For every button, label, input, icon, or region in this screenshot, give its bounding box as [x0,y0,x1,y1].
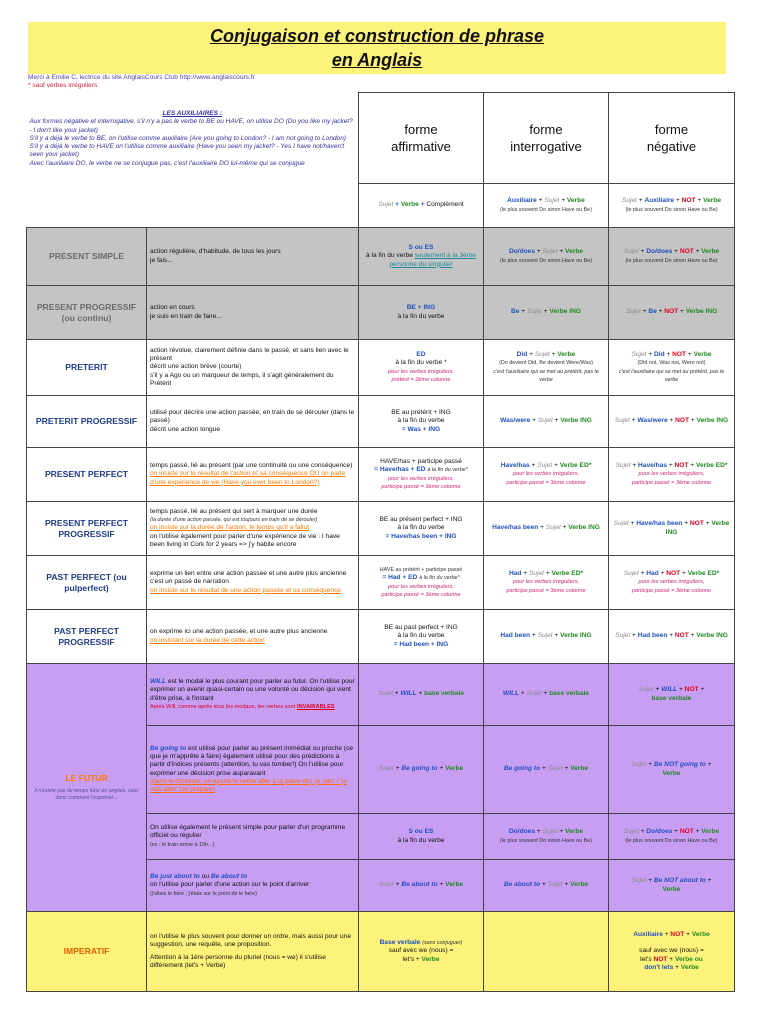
interrogative-cell: Had been + Sujet + Verbe ING [484,610,609,664]
futur-note: il n'existe pas de temps futur en anglais, voici donc comment l'exprimer... [34,788,139,801]
affirmative-cell: HAVE au prétérit + participe passé = Had + ED à la fin du verbe* pour les verbes irréguliers, participe passé = 3ème colonne [359,556,484,610]
interrogative-cell: Be going to + Sujet + Verbe [484,726,609,814]
interrogative-cell: Be + Sujet + Verbe ING [484,286,609,340]
column-header-affirmative: forme affirmative [359,93,484,184]
table-row [27,228,735,286]
negative-cell: Sujet + Had + NOT + Verbe ED* pour les verbes irréguliers, participe passé = 3ème colonne [609,556,735,610]
negative-cell: Auxiliaire + NOT + Verbe sauf avec we (nous) = let's NOT + Verbe ou don't lets + Verbe [609,912,735,992]
credit-note [28,74,328,90]
negative-cell: Sujet + Was/were + NOT + Verbe ING [609,396,735,448]
aux-paragraph: S'il y a déjà le verbe to BE, on l'utilise comme auxiliaire (Are you going to London? - I am not going to London) [29,134,346,142]
interrogative-cell: Was/were + Sujet + Verbe ING [484,396,609,448]
negative-cell: Sujet + Had been + NOT + Verbe ING [609,610,735,664]
tense-description: on exprime ici une action passée, et une autre plus ancienne on insistant sur la durée de cette action [147,610,359,664]
interrogative-cell: WILL + Sujet + base verbale [484,664,609,726]
interrogative-cell: Do/does + Sujet + Verbe (le plus souvent Do sinon Have ou Be) [484,814,609,860]
affirmative-cell: S ou ES à la fin du verbe seulement à la 3ème personne du singulier [359,228,484,286]
affirmative-cell: Base verbale (sans conjuguer) sauf avec we (nous) = let's + Verbe [359,912,484,992]
tense-description: WILL est le modal le plus courant pour parler au futur. On l'utilise pour exprimer un avenir quasi-certain ou une volonté ou décision qui vient d'être prise, à l'instant Après Will, comme après tous les modaux, les verbes sont INVARIABLES [147,664,359,726]
column-header-interrogative: forme interrogative [484,93,609,184]
tense-description: action révolue, clairement définie dans le passé, et sans lien avec le présent décrit une action brève (courte) s'il y a Ago ou un marqueur de temps, il s'agit généralement du Prétérit [147,340,359,396]
interrogative-cell: Have/has been + Sujet + Verbe ING [484,502,609,556]
table-row [27,502,735,556]
page-title-line2: en Anglais [331,50,423,70]
formula-affirmative: Sujet + Verbe + Complément [359,184,484,228]
formula-negative: Sujet + Auxiliaire + NOT + Verbe (le plus souvent Do sinon Have ou Be) [609,184,735,228]
table-row [27,396,735,448]
interrogative-cell: Did + Sujet + Verbe (Do devient Did, Be devient Were/Was) c'est l'auxiliaire qui se met au prétérit, pas le verbe [484,340,609,396]
tense-name: PRESENT PERFECT [27,448,147,502]
interrogative-cell: Had + Sujet + Verbe ED* pour les verbes irréguliers, participe passé = 3ème colonne [484,556,609,610]
irregular-note: * sauf verbes irréguliers [28,82,98,89]
affirmative-cell: BE au past perfect + ING à la fin du verbe = Had been + ING [359,610,484,664]
affirmative-cell: ED à la fin du verbe * pour les verbes irréguliers, prétérit = 2ème colonne [359,340,484,396]
interrogative-cell: Be about to + Sujet + Verbe [484,860,609,912]
aux-paragraph: Aux formes négative et interrogative, s'il n'y a pas le verbe to BE ou HAVE, on utilise DO (Do you like my jacket? - I don't like your jacket) [29,118,353,134]
table-row [27,448,735,502]
tense-name: PAST PERFECT PROGRESSIF [27,610,147,664]
affirmative-cell: Sujet + Be going to + Verbe [359,726,484,814]
tense-name: PRETERIT [27,340,147,396]
negative-cell: Sujet + WILL + NOT + base verbale [609,664,735,726]
negative-cell: Sujet + Be + NOT + Verbe ING [609,286,735,340]
tense-description: exprime un lien entre une action passée et une autre plus ancienne c'est un passé de narration on insiste sur le résultat de une action passée et sa conséquence [147,556,359,610]
tense-description: utilisé pour décrire une action passée, en train de se dérouler (dans le passé) décrit une action longue [147,396,359,448]
formula-interrogative: Auxiliaire + Sujet + Verbe (le plus souvent Do sinon Have ou Be) [484,184,609,228]
page-title-line1: Conjugaison et construction de phrase [209,26,545,46]
tense-name: IMPERATIF [27,912,147,992]
table-row [27,286,735,340]
table-row [27,340,735,396]
affirmative-cell: Sujet + WILL + base verbale [359,664,484,726]
table-row [27,556,735,610]
table-row [27,610,735,664]
aux-paragraph: Avec l'auxiliaire DO, le verbe ne se conjugue pas, c'est l'auxiliaire DO lui-même qui se conjugue [29,159,305,167]
tense-name: PRESENT SIMPLE [27,228,147,286]
tense-description: action en cours je suis en train de faire... [147,286,359,340]
table-header-row [27,93,735,184]
tense-description: temps passé, lié au présent (par une continuité ou une conséquence) on insiste sur le résultat de l'action et sa conséquence OU on parle d'une expérience de vie (Have you ever been to London?) [147,448,359,502]
negative-cell: Sujet + Be NOT going to + Verbe [609,726,735,814]
tense-description: Be just about to ou Be about to on l'utilise pour parler d'une action sur le point d'arriver (j'allais le faire ; j'étais sur le point de le faire) [147,860,359,912]
interrogative-cell: Have/has + Sujet + Verbe ED* pour les verbes irréguliers, participe passé = 3ème colonne [484,448,609,502]
tense-description: Be going to est utilisé pour parler au présent immédiat ou proche (ce que je m'apprête à faire) également utilisé pour des prédictions à partir d'indices présents (attention, tu vas tomber!) On l'utilise pour exprimer une décision prise auparavant (dans le contexte, on ajoute le verbe aller à la place de) 'je vais' / 'je vais aller' (se prépare) [147,726,359,814]
tense-description: on l'utilise le plus souvent pour donner un ordre, mais aussi pour une suggestion, une requête, une proposition. Attention à la 1ère personne du pluriel (nous = we) il s'utilise différement (let's + Verbe) [147,912,359,992]
credit-line: Merci à Emilie C, lectrice du site AnglaisCours Club http://www.anglaiscours.fr [28,74,255,81]
interrogative-cell [484,912,609,992]
conjugation-table [26,92,735,992]
general-formula-row [27,184,735,228]
negative-cell: Sujet + Did + NOT + Verbe (Did not, Was not, Were not) c'est l'auxiliaire qui se met au prétérit, pas le verbe [609,340,735,396]
tense-name: PRETERIT PROGRESSIF [27,396,147,448]
title-banner [28,22,726,74]
negative-cell: Sujet + Do/does + NOT + Verbe (le plus souvent Do sinon Have ou Be) [609,814,735,860]
tense-name: PAST PERFECT (ou pulperfect) [27,556,147,610]
interrogative-cell: Do/does + Sujet + Verbe (le plus souvent Do sinon Have ou Be) [484,228,609,286]
aux-heading: LES AUXILIAIRES : [162,109,222,117]
affirmative-cell: Sujet + Be about to + Verbe [359,860,484,912]
negative-cell: Sujet + Be NOT about to + Verbe [609,860,735,912]
tense-description: action régulière, d'habitude, de tous les jours je fais... [147,228,359,286]
column-header-negative: forme négative [609,93,735,184]
tense-description: On utilise également le présent simple pour parler d'un programme officiel ou régulier (ex : le train arrive à 15h...) [147,814,359,860]
tense-name: PRESENT PERFECT PROGRESSIF [27,502,147,556]
negative-cell: Sujet + Have/has + NOT + Verbe ED* pour les verbes irréguliers, participe passé = 3ème colonne [609,448,735,502]
affirmative-cell: S ou ES à la fin du verbe [359,814,484,860]
tense-description: temps passé, lié au présent qui sert à marquer une durée (la durée d'une action passée, qui est toujours en train de se dérouler) on insiste sur la durée de l'action, le temps qu'il a fallut on l'utilise également pour parler d'une expérience de vie : I have been living in Cork for 2 years => j'y habite encore [147,502,359,556]
auxiliaries-note [27,93,359,184]
tense-name: PRESENT PROGRESSIF (ou continu) [27,286,147,340]
aux-paragraph: S'il y a déjà le verbe to HAVE on l'utilise comme auxiliaire (Have you seen my jacket? - Yes I have not/haven't seen your jacket) [29,143,345,159]
negative-cell: Sujet + Have/has been + NOT + Verbe ING [609,502,735,556]
affirmative-cell: BE au présent perfect + ING à la fin du verbe = Have/has been + ING [359,502,484,556]
table-row [27,664,735,726]
affirmative-cell: BE au prétérit + ING à la fin du verbe = Was + ING [359,396,484,448]
table-row [27,912,735,992]
affirmative-cell: HAVE/has + participe passé = Have/has + ED à la fin du verbe* pour les verbes irréguliers, participe passé = 3ème colonne [359,448,484,502]
negative-cell: Sujet + Do/does + NOT + Verbe (le plus souvent Do sinon Have ou Be) [609,228,735,286]
affirmative-cell: BE + ING à la fin du verbe [359,286,484,340]
tense-name-futur: LE FUTUR il n'existe pas de temps futur en anglais, voici donc comment l'exprimer... [27,664,147,912]
